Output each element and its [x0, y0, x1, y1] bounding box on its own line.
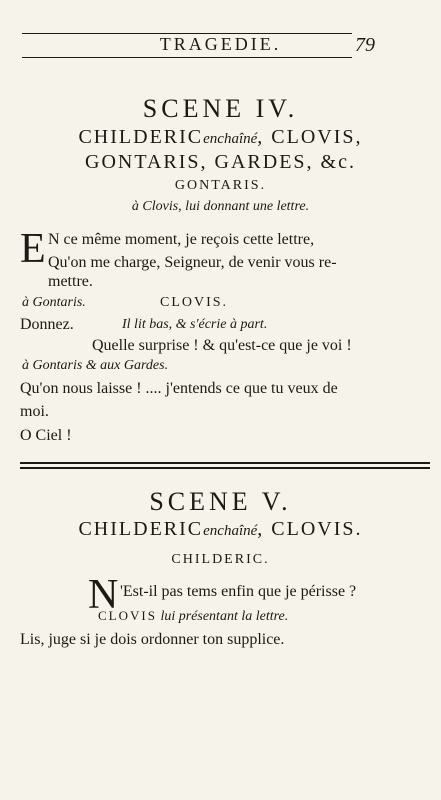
verse-line: O Ciel !	[20, 427, 72, 444]
stage-direction-4: à Gontaris & aux Gardes.	[22, 358, 169, 373]
scene-5-cast	[0, 518, 441, 541]
cast-name-childeric: CHILDERIC	[78, 126, 204, 148]
stage-direction-3: Il lit bas, & s'écrie à part.	[122, 317, 268, 332]
cast-note-enchaine: enchaîné	[203, 131, 258, 147]
verse-line: Lis, juge si je dois ordonner ton supplice.	[20, 631, 285, 648]
cast-rest: , CLOVIS.	[257, 518, 363, 540]
scene-4-cast-line-2: GONTARIS, GARDES, &c.	[85, 151, 356, 173]
header-rule-bottom	[22, 57, 352, 58]
cast-rest: , CLOVIS,	[257, 126, 363, 148]
verse-line: mettre.	[48, 273, 93, 290]
stage-direction: lui présentant la lettre.	[160, 609, 289, 624]
cast-note-enchaine: enchaîné	[203, 523, 258, 539]
speaker-clovis: CLOVIS	[98, 608, 157, 623]
speaker-direction-line	[98, 608, 288, 625]
verse-line: N ce même moment, je reçois cette lettre,	[48, 231, 315, 248]
verse-line: Qu'on nous laisse ! .... j'entends ce que tu veux de	[20, 380, 338, 397]
drop-cap-e: E	[20, 226, 46, 272]
speaker-childeric: CHILDERIC.	[171, 552, 270, 567]
running-title: TRAGEDIE.	[159, 34, 282, 54]
speaker-clovis: CLOVIS.	[160, 295, 229, 310]
verse-line: 'Est-il pas tems enfin que je périsse ?	[120, 583, 357, 600]
stage-direction-2: à Gontaris.	[22, 295, 86, 310]
scene-4-cast-line-1	[0, 126, 441, 149]
scene-5-heading: SCENE V.	[149, 487, 292, 516]
stage-direction-1: à Clovis, lui donnant une lettre.	[131, 199, 310, 214]
page-number: 79	[355, 34, 375, 56]
scene-4-heading: SCENE IV.	[142, 94, 299, 123]
drop-cap-n: N	[88, 572, 119, 618]
cast-name-childeric: CHILDERIC	[78, 518, 204, 540]
verse-line: Qu'on me charge, Seigneur, de venir vous re-	[48, 254, 337, 271]
verse-line: Donnez.	[20, 316, 74, 333]
verse-line: moi.	[20, 403, 49, 420]
ornament-rule-bottom	[20, 467, 430, 469]
verse-line: Quelle surprise ! & qu'est-ce que je voi !	[92, 337, 352, 354]
ornament-rule-top	[20, 462, 430, 464]
speaker-gontaris: GONTARIS.	[174, 178, 267, 193]
